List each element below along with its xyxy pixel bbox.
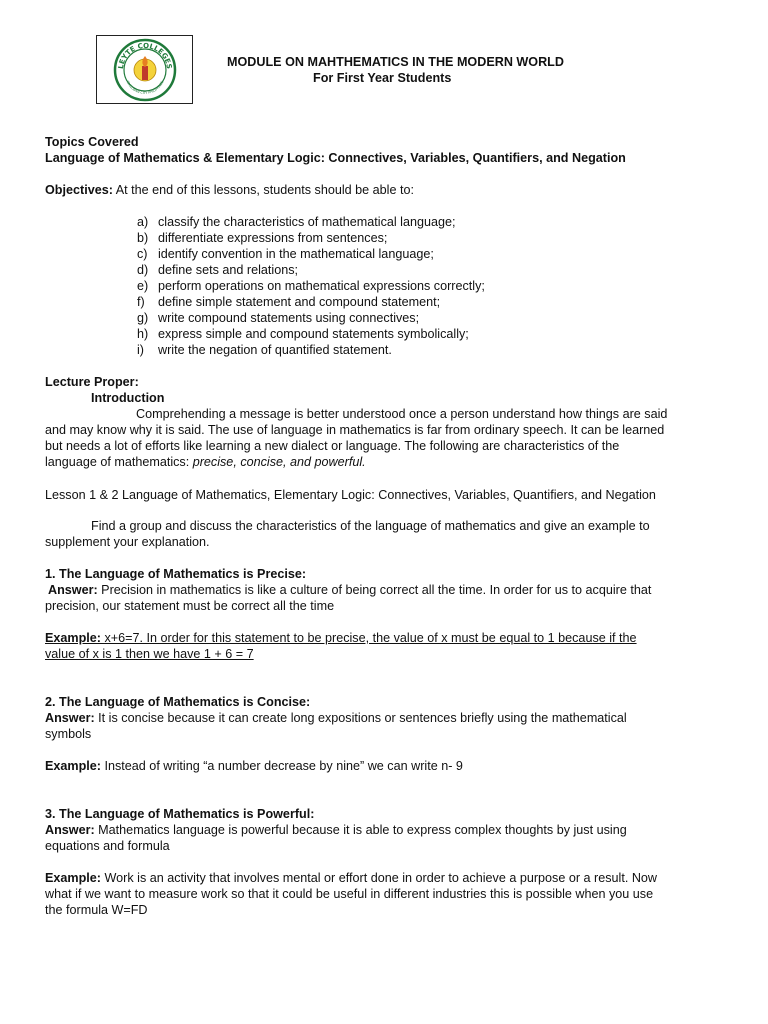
topics-text: Language of Mathematics & Elementary Logic: Connectives, Variables, Quantifiers, and Negation xyxy=(45,151,626,165)
objectives-intro: At the end of this lessons, students should be able to: xyxy=(112,183,414,197)
answer-label: Answer: xyxy=(45,823,95,837)
answer-label: Answer: xyxy=(48,583,98,597)
section-heading-keyword: Concise: xyxy=(257,695,311,709)
objective-marker: g) xyxy=(137,311,149,325)
intro-last-prefix: language of mathematics: xyxy=(45,455,193,469)
example-label: Example: xyxy=(45,631,101,645)
objective-item xyxy=(137,214,456,230)
objectives-label: Objectives: xyxy=(45,183,113,197)
objective-text: differentiate expressions from sentences; xyxy=(158,231,388,245)
section-heading xyxy=(45,806,314,822)
objective-item xyxy=(137,342,392,358)
objective-text: express simple and compound statements symbolically; xyxy=(158,327,469,341)
objective-text: define sets and relations; xyxy=(158,263,299,277)
objectives-line xyxy=(45,182,414,198)
intro-paragraph-line xyxy=(45,454,366,470)
answer-line xyxy=(48,582,651,598)
objective-marker: i) xyxy=(137,343,144,357)
example-label: Example: xyxy=(45,871,101,885)
answer-line xyxy=(45,710,627,726)
section-heading-prefix: 2. The Language of Mathematics is xyxy=(45,695,258,709)
answer-text: It is concise because it can create long expositions or sentences briefly using the mathematical xyxy=(94,711,627,725)
lesson-task-line: supplement your explanation. xyxy=(45,535,210,549)
objective-marker: b) xyxy=(137,231,149,245)
topics-heading: Topics Covered xyxy=(45,135,139,149)
intro-paragraph-line: Comprehending a message is better understood once a person understand how things are said xyxy=(136,407,668,421)
objective-marker: a) xyxy=(137,215,149,229)
objective-item xyxy=(137,326,469,342)
example-line xyxy=(45,630,637,646)
answer-line: equations and formula xyxy=(45,839,170,853)
section-heading-keyword: Precise: xyxy=(257,567,307,581)
section-heading-prefix: 3. The Language of Mathematics is xyxy=(45,807,258,821)
example-text: Instead of writing “a number decrease by nine” we can write n- 9 xyxy=(101,759,463,773)
intro-paragraph-line: but needs a lot of efforts like learning a new dialect or language. The following are characteristics of the xyxy=(45,439,620,453)
example-line xyxy=(45,870,657,886)
section-heading xyxy=(45,566,306,582)
lesson-title: Lesson 1 & 2 Language of Mathematics, Elementary Logic: Connectives, Variables, Quantifiers, and Negation xyxy=(45,488,656,502)
objective-item xyxy=(137,310,419,326)
example-text: x+6=7. In order for this statement to be precise, the value of x must be equal to 1 because if the xyxy=(101,631,637,645)
objective-marker: f) xyxy=(137,295,145,309)
example-line: the formula W=FD xyxy=(45,903,148,917)
objective-marker: h) xyxy=(137,327,149,341)
svg-text:TACLOBAN CITY PHILIPPINES: TACLOBAN CITY PHILIPPINES xyxy=(125,80,165,96)
objective-item xyxy=(137,278,485,294)
answer-line: precision, our statement must be correct all the time xyxy=(45,599,335,613)
example-text: Work is an activity that involves mental or effort done in order to achieve a purpose or a result. Now xyxy=(101,871,658,885)
module-title: MODULE ON MAHTHEMATICS IN THE MODERN WORLD xyxy=(227,55,564,69)
objective-marker: d) xyxy=(137,263,149,277)
module-subtitle: For First Year Students xyxy=(313,71,452,85)
answer-line: symbols xyxy=(45,727,92,741)
svg-text:LEYTE COLLEGES: LEYTE COLLEGES xyxy=(116,41,174,70)
introduction-heading: Introduction xyxy=(91,391,165,405)
college-logo xyxy=(96,35,193,104)
objective-text: write compound statements using connectives; xyxy=(158,311,420,325)
objective-item xyxy=(137,262,298,278)
intro-characteristics: precise, concise, and powerful. xyxy=(192,455,366,469)
lesson-task-line: Find a group and discuss the characteristics of the language of mathematics and give an example to xyxy=(91,519,650,533)
intro-paragraph-line: and may know why it is said. The use of language in mathematics is far from ordinary speech. It can be learned xyxy=(45,423,665,437)
objective-text: classify the characteristics of mathematical language; xyxy=(158,215,456,229)
objective-text: write the negation of quantified statement. xyxy=(158,343,392,357)
example-line xyxy=(45,758,463,774)
objective-item xyxy=(137,230,387,246)
objective-item xyxy=(137,294,440,310)
section-heading xyxy=(45,694,310,710)
objective-marker: c) xyxy=(137,247,148,261)
section-heading-prefix: 1. The Language of Mathematics is xyxy=(45,567,258,581)
college-seal-icon xyxy=(113,38,177,102)
objective-text: define simple statement and compound statement; xyxy=(158,295,441,309)
lecture-heading: Lecture Proper: xyxy=(45,375,139,389)
answer-text: Precision in mathematics is like a culture of being correct all the time. In order for us to acquire that xyxy=(97,583,652,597)
example-line: value of x is 1 then we have 1 + 6 = 7 xyxy=(45,647,254,661)
objective-marker: e) xyxy=(137,279,149,293)
example-label: Example: xyxy=(45,759,101,773)
objective-text: identify convention in the mathematical language; xyxy=(158,247,434,261)
answer-label: Answer: xyxy=(45,711,95,725)
answer-line xyxy=(45,822,627,838)
example-line: what if we want to measure work so that it could be useful in different industries this is possible when you use xyxy=(45,887,654,901)
answer-text: Mathematics language is powerful because it is able to express complex thoughts by just using xyxy=(94,823,627,837)
objective-item xyxy=(137,246,434,262)
objective-text: perform operations on mathematical expressions correctly; xyxy=(158,279,485,293)
section-heading-keyword: Powerful: xyxy=(257,807,315,821)
